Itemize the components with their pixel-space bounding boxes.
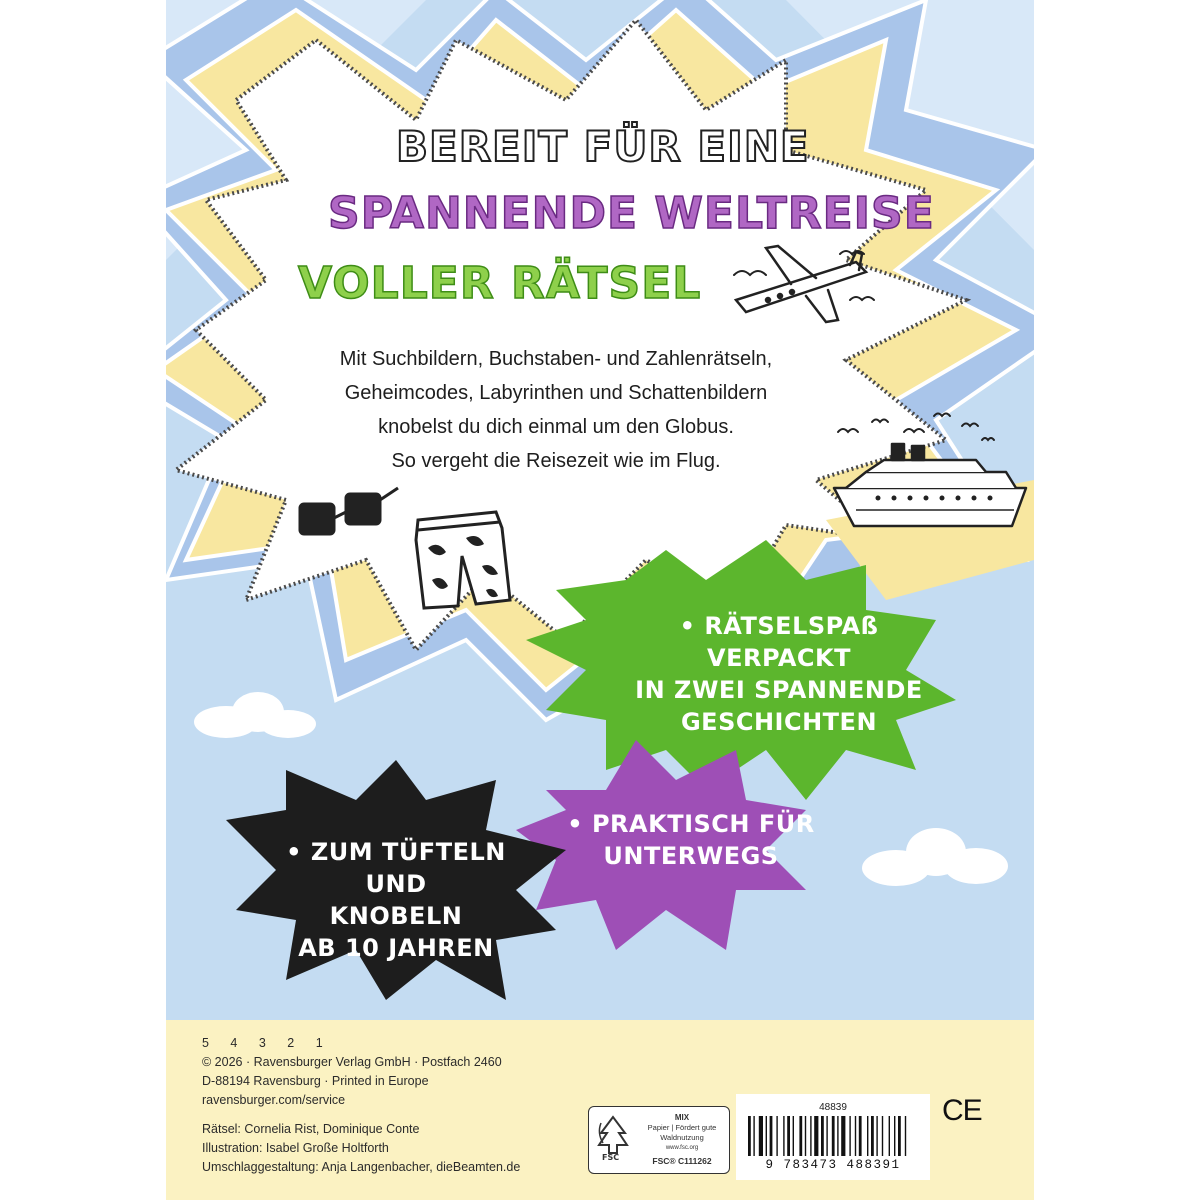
edition-numbers: 5 4 3 2 1 xyxy=(202,1036,332,1050)
intro-line: Mit Suchbildern, Buchstaben- und Zahlenrätseln, xyxy=(339,348,773,370)
credit-line: Umschlaggestaltung: Anja Langenbacher, dieBeamten.de xyxy=(202,1160,521,1174)
barcode-bar xyxy=(894,1116,895,1156)
barcode-bar xyxy=(821,1116,824,1156)
barcode-bar xyxy=(855,1116,856,1156)
barcode-bar xyxy=(770,1116,773,1156)
purple-burst-line: • PRAKTISCH FÜR xyxy=(567,810,815,838)
black-burst-line: AB 10 JAHREN xyxy=(298,934,494,962)
headline-line-3: VOLLER RÄTSEL xyxy=(298,258,702,309)
publisher-line: D-88194 Ravensburg · Printed in Europe xyxy=(202,1074,429,1088)
barcode-bar xyxy=(826,1116,827,1156)
barcode-bar xyxy=(876,1116,877,1156)
intro-line: Geheimcodes, Labyrinthen und Schattenbildern xyxy=(344,382,768,404)
back-cover xyxy=(166,0,1034,1200)
barcode-bar xyxy=(841,1116,845,1156)
fsc-logo xyxy=(588,1106,730,1174)
black-burst-line: KNOBELN xyxy=(329,902,463,930)
barcode-bar xyxy=(898,1116,901,1156)
headline-line-2: SPANNENDE WELTREISE xyxy=(328,188,935,239)
fsc-text xyxy=(639,1113,725,1166)
barcode-bar xyxy=(753,1116,754,1156)
barcode-bar xyxy=(766,1116,767,1156)
barcode-bar xyxy=(787,1116,790,1156)
black-burst-line: • ZUM TÜFTELN UND xyxy=(286,838,506,898)
credit-line: Rätsel: Cornelia Rist, Dominique Conte xyxy=(202,1122,420,1136)
barcode-bar xyxy=(849,1116,850,1156)
ce-mark: CE xyxy=(942,1094,982,1127)
fsc-description: Papier | Fördert gute Waldnutzung xyxy=(647,1123,717,1142)
barcode-bar xyxy=(748,1116,751,1156)
green-burst-line: • RÄTSELSPAß VERPACKT xyxy=(679,612,879,672)
barcode-bar xyxy=(793,1116,794,1156)
intro-line: knobelst du dich einmal um den Globus. xyxy=(378,416,734,438)
intro-text xyxy=(276,342,836,478)
credit-line: Illustration: Isabel Große Holtforth xyxy=(202,1141,389,1155)
imprint-footer xyxy=(166,1020,1034,1200)
barcode-bar xyxy=(776,1116,777,1156)
barcode-bar xyxy=(799,1116,802,1156)
black-burst-text xyxy=(266,836,526,964)
barcode-bar xyxy=(882,1116,883,1156)
barcode-bar xyxy=(859,1116,862,1156)
fsc-code: FSC® C111262 xyxy=(652,1156,712,1166)
green-burst-line: GESCHICHTEN xyxy=(680,708,878,736)
purple-burst-text xyxy=(566,808,816,872)
fsc-mix: MIX xyxy=(674,1113,690,1122)
isbn-number: 9 783473 488391 xyxy=(765,1158,901,1172)
barcode-bar xyxy=(832,1116,835,1156)
barcode-bar xyxy=(867,1116,868,1156)
barcode-bar xyxy=(810,1116,811,1156)
barcode-bar xyxy=(905,1116,906,1156)
barcode-bars xyxy=(748,1116,918,1156)
barcode-bar xyxy=(837,1116,838,1156)
barcode xyxy=(736,1094,930,1180)
barcode-bar xyxy=(805,1116,806,1156)
fsc-label: FSC xyxy=(602,1153,620,1162)
publisher-line: © 2026 · Ravensburger Verlag GmbH · Postfach 2460 xyxy=(202,1055,502,1069)
fsc-url: www.fsc.org xyxy=(665,1145,699,1151)
barcode-bar xyxy=(759,1116,763,1156)
headline-line-1: BEREIT FÜR EINE xyxy=(396,122,810,171)
publisher-line: ravensburger.com/service xyxy=(202,1093,346,1107)
barcode-bar xyxy=(783,1116,784,1156)
green-burst-line: IN ZWEI SPANNENDE xyxy=(635,676,923,704)
purple-burst-line: UNTERWEGS xyxy=(603,842,779,870)
green-burst-text xyxy=(604,610,954,738)
article-number: 48839 xyxy=(819,1102,847,1113)
barcode-bar xyxy=(814,1116,818,1156)
imprint-block xyxy=(202,1034,520,1177)
barcode-bar xyxy=(889,1116,890,1156)
intro-line: So vergeht die Reisezeit wie im Flug. xyxy=(391,450,721,472)
barcode-bar xyxy=(871,1116,874,1156)
